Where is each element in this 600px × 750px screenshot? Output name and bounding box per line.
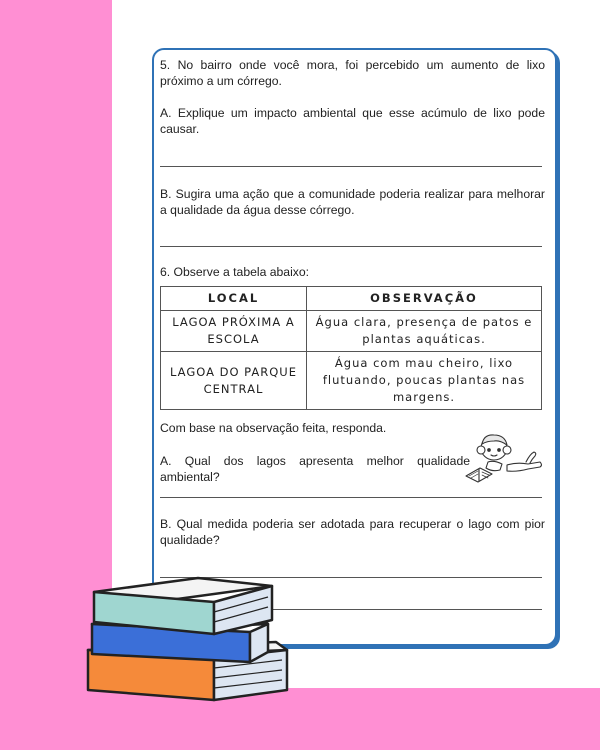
q6-a-prompt: A. Qual dos lagos apresenta melhor qualidade ambiental? bbox=[160, 454, 470, 484]
q6-b-prompt: B. Qual medida poderia ser adotada para recuperar o lago com pior qualidade? bbox=[160, 517, 545, 547]
q5-intro: 5. No bairro onde você mora, foi percebido um aumento de lixo próximo a um córrego. bbox=[160, 58, 545, 88]
table-row bbox=[161, 352, 542, 410]
q5-b-answer-line[interactable] bbox=[160, 246, 542, 247]
table-cell-local: LAGOA DO PARQUE CENTRAL bbox=[161, 352, 307, 410]
q6-intro: 6. Observe a tabela abaixo: bbox=[160, 265, 310, 279]
table-header-local: LOCAL bbox=[161, 287, 307, 311]
girl-reading-icon bbox=[462, 432, 544, 484]
table-cell-observacao: Água com mau cheiro, lixo flutuando, poucas plantas nas margens. bbox=[307, 352, 542, 410]
table-row bbox=[161, 311, 542, 352]
table-cell-observacao: Água clara, presença de patos e plantas aquáticas. bbox=[307, 311, 542, 352]
q6-base-text: Com base na observação feita, responda. bbox=[160, 421, 387, 435]
q6-a-answer-line[interactable] bbox=[160, 497, 542, 498]
table-header-observacao: OBSERVAÇÃO bbox=[307, 287, 542, 311]
q5-a-answer-line[interactable] bbox=[160, 166, 542, 167]
books-stack-icon bbox=[82, 572, 292, 707]
q5-a-prompt: A. Explique um impacto ambiental que esse acúmulo de lixo pode causar. bbox=[160, 106, 545, 136]
table-cell-local: LAGOA PRÓXIMA A ESCOLA bbox=[161, 311, 307, 352]
table-header-row bbox=[161, 287, 542, 311]
q5-b-prompt: B. Sugira uma ação que a comunidade poderia realizar para melhorar a qualidade da água desse córrego. bbox=[160, 187, 545, 217]
observation-table bbox=[160, 286, 542, 410]
